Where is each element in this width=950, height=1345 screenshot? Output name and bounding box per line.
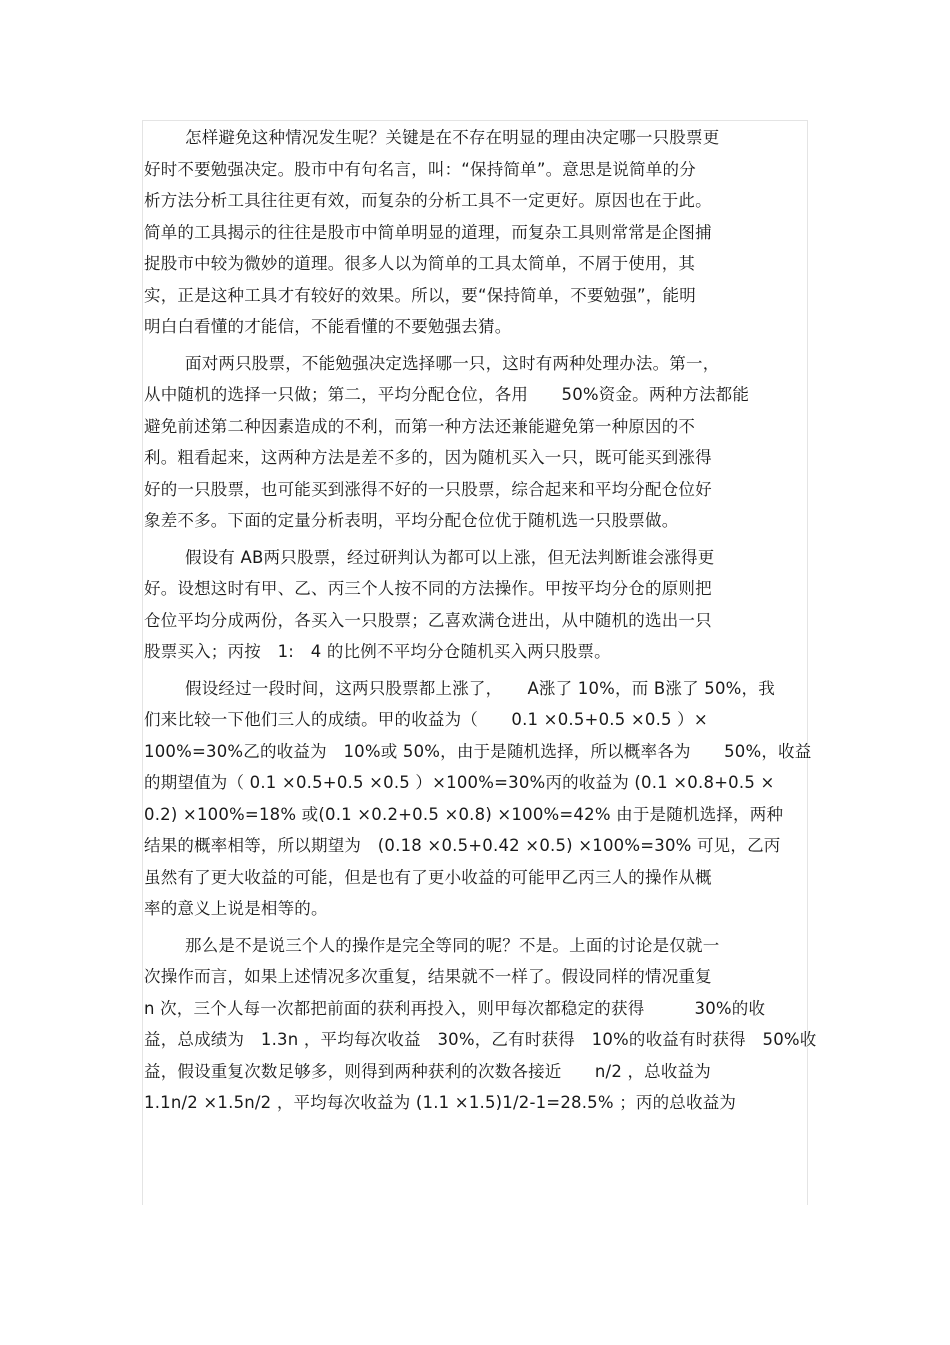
text-line: 利。粗看起来，这两种方法是差不多的，因为随机买入一只，既可能买到涨得 — [144, 448, 712, 467]
text-line: 析方法分析工具往往更有效，而复杂的分析工具不一定更好。原因也在于此。 — [144, 191, 712, 210]
text-line: 益，假设重复次数足够多，则得到两种获利的次数各接近 n/2 ，总收益为 — [144, 1061, 711, 1081]
paragraph-two-methods — [144, 348, 814, 537]
text-line: 避免前述第二种因素造成的不利，而第一种方法还兼能避免第一种原因的不 — [144, 416, 696, 436]
text-line: 股票买入；丙按 1: 4 的比例不平均分仓随机买入两只股票。 — [144, 642, 611, 661]
text-line: 好。设想这时有甲、乙、丙三个人按不同的方法操作。甲按平均分仓的原则把 — [144, 579, 712, 598]
text-line: 益，总成绩为 1.3n ，平均每次收益 30%，乙有时获得 10%的收益有时获得 50%收 — [144, 1030, 817, 1049]
text-line: 假设有 AB两只股票，经过研判认为都可以上涨，但无法判断谁会涨得更 — [185, 547, 715, 567]
text-line: 次操作而言，如果上述情况多次重复，结果就不一样了。假设同样的情况重复 — [144, 967, 712, 986]
text-line: 好的一只股票，也可能买到涨得不好的一只股票，综合起来和平均分配仓位好 — [144, 479, 712, 499]
text-line: 明白白看懂的才能信，不能看懂的不要勉强去猜。 — [144, 317, 512, 336]
text-line: 简单的工具揭示的往往是股市中简单明显的道理，而复杂工具则常常是企图捕 — [144, 222, 712, 242]
text-line: 从中随机的选择一只做；第二，平均分配仓位，各用 50%资金。两种方法都能 — [144, 385, 750, 404]
text-line: 们来比较一下他们三人的成绩。甲的收益为（ 0.1 ×0.5+0.5 ×0.5 ）× — [144, 710, 708, 729]
text-line: 率的意义上说是相等的。 — [144, 899, 328, 918]
text-line: 1.1n/2 ×1.5n/2 ，平均每次收益为 (1.1 ×1.5)1/2-1=28.5% ；丙的总收益为 — [144, 1093, 737, 1112]
text-line: 面对两只股票，不能勉强决定选择哪一只，这时有两种处理办法。第一， — [185, 353, 720, 373]
text-line: 结果的概率相等，所以期望为 (0.18 ×0.5+0.42 ×0.5) ×100%=30% 可见，乙丙 — [144, 836, 781, 855]
text-line: 100%=30%乙的收益为 10%或 50%，由于是随机选择，所以概率各为 50%，收益 — [144, 741, 812, 761]
paragraph-three-investors — [144, 542, 814, 668]
text-line: n 次，三个人每一次都把前面的获利再投入，则甲每次都稳定的获得 30%的收 — [144, 998, 766, 1018]
text-line: 捉股市中较为微妙的道理。很多人以为简单的工具太简单，不屑于使用，其 — [144, 254, 696, 273]
paragraph-expected-returns — [144, 673, 814, 925]
document-body — [144, 122, 817, 1124]
text-line: 0.2) ×100%=18% 或(0.1 ×0.2+0.5 ×0.8) ×100%=42% 由于是随机选择，两种 — [144, 804, 784, 824]
text-line: 实，正是这种工具才有较好的效果。所以，要“保持简单，不要勉强”，能明 — [144, 285, 696, 305]
paragraph-repeated-trials — [144, 930, 817, 1119]
text-line: 的期望值为（ 0.1 ×0.5+0.5 ×0.5 ）×100%=30%丙的收益为 (0.1 ×0.8+0.5 × — [144, 773, 775, 792]
text-line: 仓位平均分成两份，各买入一只股票；乙喜欢满仓进出，从中随机的选出一只 — [144, 610, 712, 630]
text-line: 象差不多。下面的定量分析表明，平均分配仓位优于随机选一只股票做。 — [144, 511, 679, 530]
paragraph-keep-simple — [144, 122, 814, 343]
text-line: 假设经过一段时间，这两只股票都上涨了， A涨了 10%，而 B涨了 50%，我 — [185, 678, 775, 698]
text-line: 怎样避免这种情况发生呢？关键是在不存在明显的理由决定哪一只股票更 — [185, 128, 720, 147]
text-line: 好时不要勉强决定。股市中有句名言，叫：“保持简单”。意思是说简单的分 — [144, 159, 696, 179]
text-line: 那么是不是说三个人的操作是完全等同的呢？不是。上面的讨论是仅就一 — [185, 935, 720, 955]
text-line: 虽然有了更大收益的可能，但是也有了更小收益的可能甲乙丙三人的操作从概 — [144, 867, 712, 887]
